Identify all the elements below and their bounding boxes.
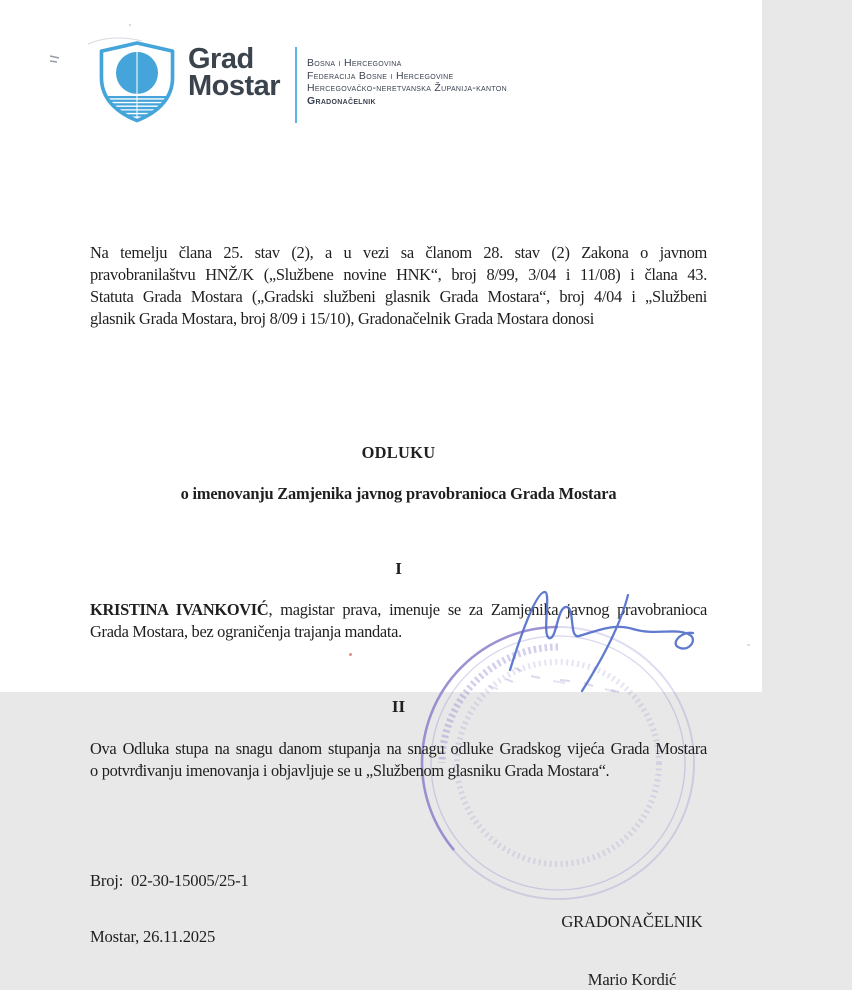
article-1-line: Grada Mostara, bez ograničenja trajanja mandata. bbox=[90, 622, 402, 641]
article-2-paragraph bbox=[90, 738, 707, 782]
preamble-paragraph bbox=[90, 242, 707, 330]
mostar-coat-of-arms-icon bbox=[96, 39, 178, 123]
article-2-line: Ova Odluka stupa na snagu danom stupanja na snagu odluke Gradskog vijeća Grada Mostara bbox=[90, 739, 707, 758]
city-logo bbox=[96, 39, 280, 123]
authority-line-office: Gradonačelnik bbox=[307, 94, 376, 107]
wordmark-line1: Grad bbox=[188, 43, 254, 75]
preamble-line: glasnik Grada Mostara, broj 8/09 i 15/10), Gradonačelnik Grada Mostara donosi bbox=[90, 309, 595, 328]
wordmark-line2: Mostar bbox=[188, 70, 281, 102]
signer-title: GRADONAČELNIK bbox=[561, 912, 703, 931]
authority-line: Bosna i Hercegovina bbox=[307, 57, 402, 69]
preamble-line: pravobranilaštvu HNŽ/K („Službene novine HNK“, broj 8/99, 3/04 i 11/08) i člana 43. bbox=[90, 265, 707, 284]
decision-title: ODLUKU bbox=[361, 443, 436, 462]
article-2-line: o potvrđivanju imenovanja i objavljuje se u „Službenom glasniku Grada Mostara“. bbox=[90, 761, 610, 780]
document-number: Broj: 02-30-15005/25-1 bbox=[90, 871, 249, 890]
preamble-line: Na temelju člana 25. stav (2), a u vezi sa članom 28. stav (2) Zakona o javnom bbox=[90, 243, 707, 262]
appointee-name: KRISTINA IVANKOVIĆ bbox=[90, 600, 269, 619]
authority-line: Hercegovačko-neretvanska Županija-kanton bbox=[307, 82, 507, 94]
place-and-date: Mostar, 26.11.2025 bbox=[90, 927, 216, 946]
authority-line: Federacija Bosne i Hercegovine bbox=[307, 69, 454, 82]
signature bbox=[485, 583, 720, 692]
article-1-line1-rest: , magistar prava, imenuje se za Zamjenika javnog pravobranioca bbox=[268, 600, 708, 619]
scan-speck bbox=[349, 653, 352, 656]
article-1-numeral: I bbox=[395, 559, 402, 578]
scan-speck bbox=[747, 644, 750, 646]
header-divider bbox=[295, 47, 297, 123]
article-2-numeral: II bbox=[391, 697, 406, 716]
preamble-line: Statuta Grada Mostara („Gradski službeni glasnik Grada Mostara“, broj 4/04 i „Službeni bbox=[90, 287, 707, 306]
authority-block bbox=[307, 57, 507, 107]
signer-name: Mario Kordić bbox=[587, 970, 677, 989]
wordmark bbox=[188, 43, 281, 102]
decision-subtitle: o imenovanju Zamjenika javnog pravobranioca Grada Mostara bbox=[180, 484, 617, 503]
